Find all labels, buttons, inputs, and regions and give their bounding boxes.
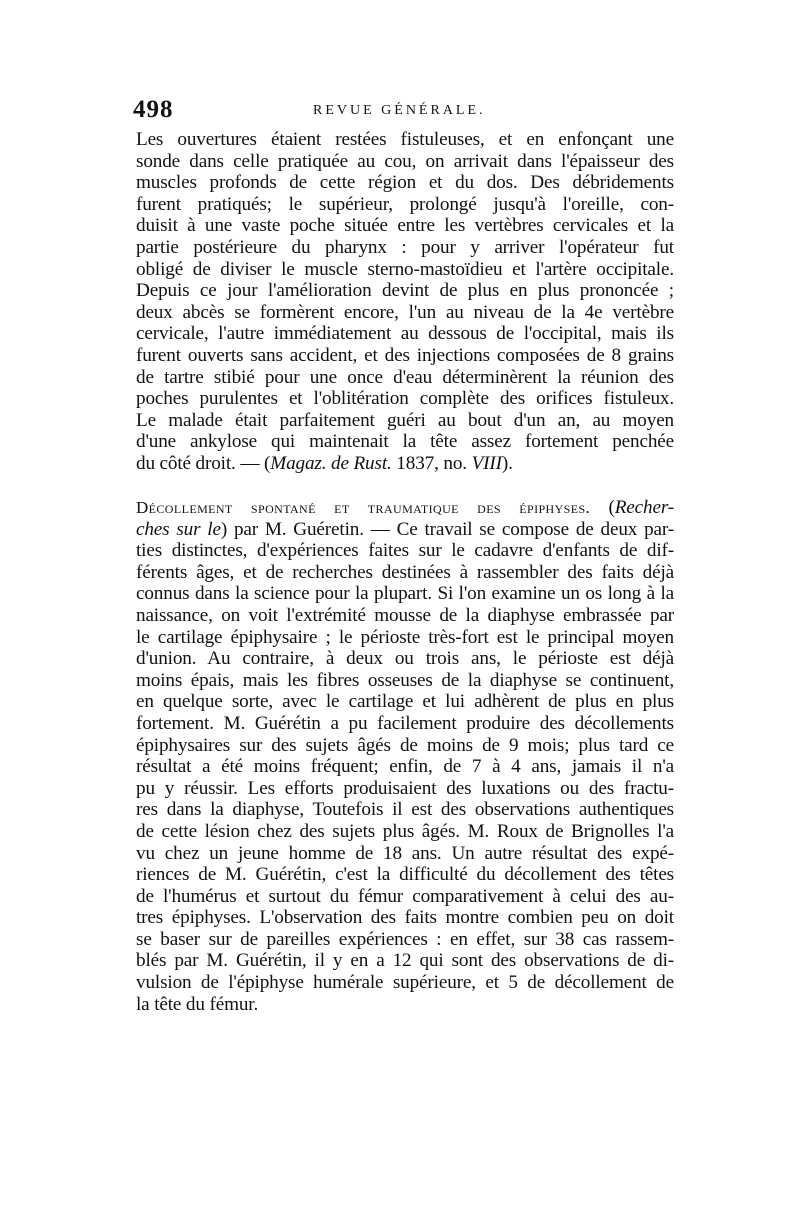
text-line: vu chez un jeune homme de 18 ans. Un autre résultat des expé- bbox=[136, 842, 674, 864]
text-line: sonde dans celle pratiquée au cou, on arrivait dans l'épaisseur des bbox=[136, 150, 674, 172]
citation-prefix: du côté droit. — ( bbox=[136, 452, 271, 474]
heading-line bbox=[136, 497, 674, 519]
heading-open-paren: ( bbox=[590, 497, 615, 518]
text-line: en quelque sorte, avec le cartilage et lui adhèrent de plus en plus bbox=[136, 691, 674, 713]
journal-title: REVUE GÉNÉRALE. bbox=[313, 103, 486, 118]
page-number: 498 bbox=[133, 96, 174, 123]
running-head bbox=[133, 96, 673, 128]
text-line: férents âges, et de recherches destinées à rassembler des faits déjà bbox=[136, 561, 674, 583]
citation-year-issue: 1837, no. bbox=[391, 452, 472, 474]
text-line: naissance, on voit l'extrémité mousse de la diaphyse embrassée par bbox=[136, 604, 674, 626]
text-line: connus dans la science pour la plupart. Si l'on examine un os long à la bbox=[136, 583, 674, 605]
text-line: Le malade était parfaitement guéri au bout d'un an, au moyen bbox=[136, 409, 674, 431]
citation-journal: Magaz. de Rust. bbox=[270, 452, 392, 474]
text-line-final: la tête du fémur. bbox=[136, 993, 259, 1015]
text-line: duisit à une vaste poche située entre les vertèbres cervicales et la bbox=[136, 215, 674, 237]
text-line: obligé de diviser le muscle sterno-mastoïdieu et l'artère occipitale. bbox=[136, 258, 674, 280]
text-line: de l'humérus et surtout du fémur comparativement à celui des au- bbox=[136, 885, 674, 907]
citation-suffix: ). bbox=[501, 452, 513, 474]
text-line: de cette lésion chez des sujets plus âgés. M. Roux de Brignolles l'a bbox=[136, 820, 674, 842]
text-line: muscles profonds de cette région et du dos. Des débridements bbox=[136, 172, 674, 194]
paragraph-epiphyses-review bbox=[136, 497, 674, 1015]
section-heading: Décollement spontané et traumatique des épiphyses. bbox=[136, 498, 591, 517]
text-line: moins épais, mais les fibres osseuses de la diaphyse se continuent, bbox=[136, 669, 674, 691]
text-line: Les ouvertures étaient restées fistuleuses, et en enfonçant une bbox=[136, 129, 674, 150]
text-line: poches purulentes et l'oblitération complète des orifices fistuleux. bbox=[136, 388, 674, 410]
text-line: deux abcès se formèrent encore, l'un au niveau de la 4e vertèbre bbox=[136, 301, 674, 323]
reference-continued: ches sur le bbox=[136, 518, 221, 540]
text-line: vulsion de l'épiphyse humérale supérieure, et 5 de décollement de bbox=[136, 972, 674, 994]
text-line bbox=[136, 519, 674, 541]
text-line: cervicale, l'autre immédiatement au dessous de l'occipital, mais ils bbox=[136, 323, 674, 345]
citation-line bbox=[136, 453, 674, 475]
text-line: d'une ankylose qui maintenait la tête assez fortement penchée bbox=[136, 431, 674, 453]
text-line: se baser sur de pareilles expériences : en effet, sur 38 cas rassem- bbox=[136, 928, 674, 950]
text-line: Depuis ce jour l'amélioration devint de plus en plus prononcée ; bbox=[136, 280, 674, 302]
text-line: partie postérieure du pharynx : pour y arriver l'opérateur fut bbox=[136, 236, 674, 258]
text-line: de tartre stibié pour une once d'eau déterminèrent la réunion des bbox=[136, 366, 674, 388]
text-line: furent pratiqués; le supérieur, prolongé jusqu'à l'oreille, con- bbox=[136, 193, 674, 215]
text-line: le cartilage épiphysaire ; le périoste très-fort est le principal moyen bbox=[136, 626, 674, 648]
text-line: blés par M. Guérétin, il y en a 12 qui sont des observations de di- bbox=[136, 950, 674, 972]
text-line: fortement. M. Guérétin a pu facilement produire des décollements bbox=[136, 712, 674, 734]
text-line-rest: ) par M. Guéretin. — Ce travail se compose de deux par- bbox=[220, 518, 674, 540]
text-line: ties distinctes, d'expériences faites sur le cadavre d'enfants de dif- bbox=[136, 540, 674, 562]
heading-reference: Recher- bbox=[614, 497, 674, 518]
paragraph-case-report bbox=[136, 129, 674, 475]
text-line: d'union. Au contraire, à deux ou trois ans, le périoste est déjà bbox=[136, 648, 674, 670]
text-line: res dans la diaphyse, Toutefois il est des observations authentiques bbox=[136, 799, 674, 821]
text-line: riences de M. Guérétin, c'est la difficulté du décollement des têtes bbox=[136, 864, 674, 886]
text-line: tres épiphyses. L'observation des faits montre combien peu on doit bbox=[136, 907, 674, 929]
text-line: épiphysaires sur des sujets âgés de moins de 9 mois; plus tard ce bbox=[136, 734, 674, 756]
citation-volume: VIII bbox=[471, 452, 502, 474]
text-line: furent ouverts sans accident, et des injections composées de 8 grains bbox=[136, 344, 674, 366]
text-line: pu y réussir. Les efforts produisaient des luxations ou des fractu- bbox=[136, 777, 674, 799]
text-line: résultat a été moins fréquent; enfin, de 7 à 4 ans, jamais il n'a bbox=[136, 756, 674, 778]
